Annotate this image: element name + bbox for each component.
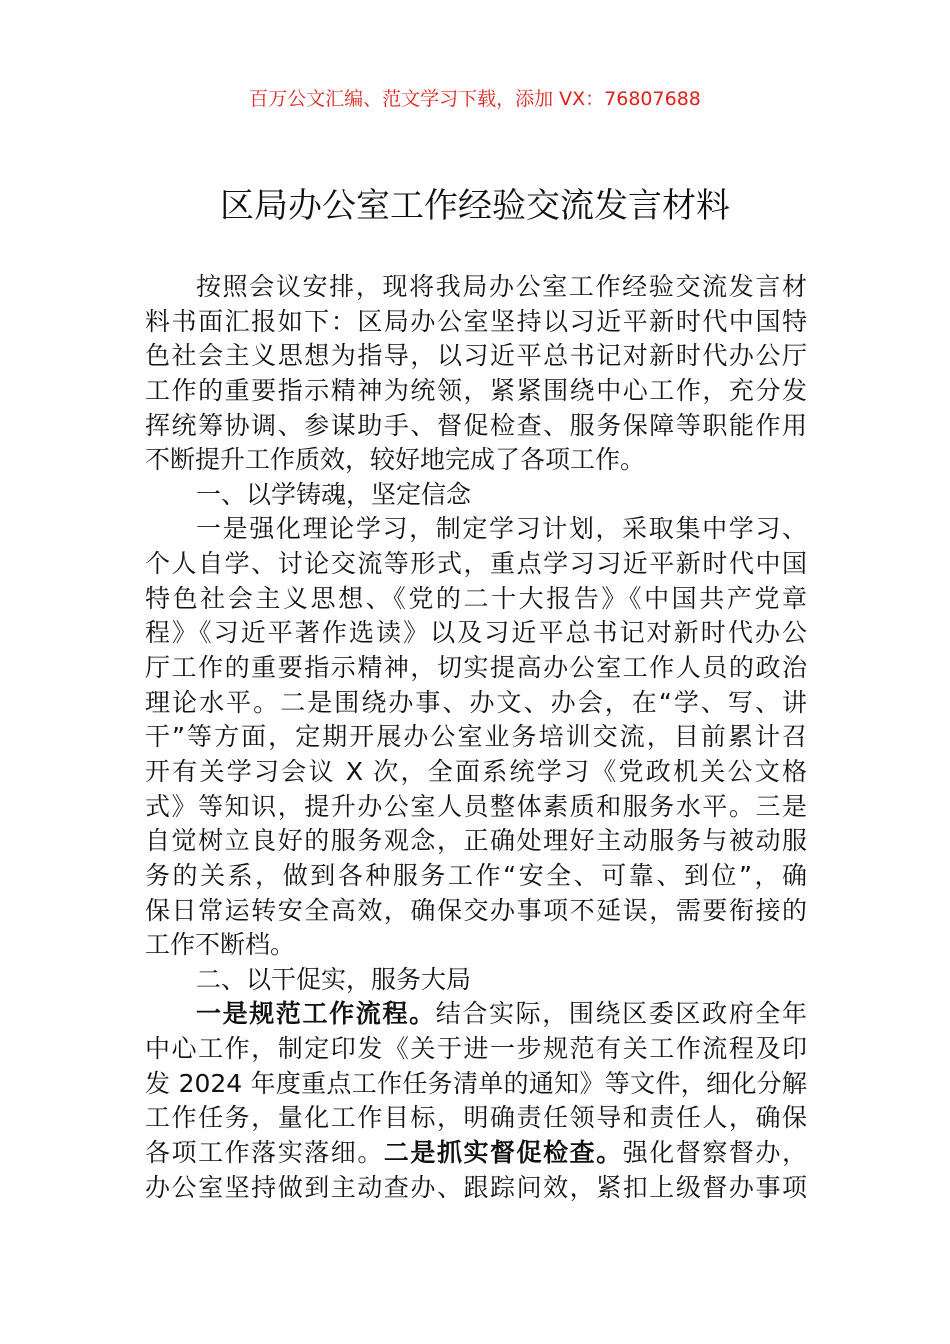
text-segment: 务的关系，做到各种服务工作“安全、可靠、到位”，确: [145, 860, 807, 890]
document-title: 区局办公室工作经验交流发言材料: [220, 186, 730, 226]
text-line: [145, 547, 807, 582]
text-line: [145, 1067, 807, 1102]
text-segment: 工作任务，量化工作目标，明确责任领导和责任人，确保: [145, 1103, 807, 1133]
text-segment: 二、以干促实，服务大局: [196, 964, 472, 994]
text-line: [145, 305, 807, 340]
section-heading: [145, 478, 807, 513]
text-segment: 发 2024 年度重点工作任务清单的通知》等文件，细化分解: [145, 1068, 807, 1098]
text-line: [145, 894, 807, 929]
text-segment: 理论水平。二是围绕办事、办文、办会，在“学、写、讲: [145, 687, 807, 717]
text-segment: 挥统筹协调、参谋助手、督促检查、服务保障等职能作用: [145, 410, 807, 440]
text-line: [145, 1032, 807, 1067]
text-segment: 强化督察督办，: [622, 1138, 807, 1168]
bold-lead-phrase: 二是抓实督促检查。: [383, 1138, 623, 1168]
text-segment: 自觉树立良好的服务观念，正确处理好主动服务与被动服: [145, 826, 807, 856]
text-segment: 办公室坚持做到主动查办、跟踪问效，紧扣上级督办事项: [145, 1172, 807, 1202]
bold-lead-phrase: 一是规范工作流程。: [196, 999, 436, 1029]
text-line: [145, 997, 807, 1032]
text-line: [145, 651, 807, 686]
text-segment: 开有关学习会议 X 次，全面系统学习《党政机关公文格: [145, 756, 807, 786]
text-line: [145, 339, 807, 374]
text-segment: 特色社会主义思想、《党的二十大报告》《中国共产党章: [145, 583, 807, 613]
text-segment: 式》等知识，提升办公室人员整体素质和服务水平。三是: [145, 791, 807, 821]
text-segment: 干”等方面，定期开展办公室业务培训交流，目前累计召: [145, 722, 807, 752]
text-segment: 色社会主义思想为指导，以习近平总书记对新时代办公厅: [145, 341, 807, 371]
text-line: [145, 582, 807, 617]
document-body: [145, 270, 807, 1205]
text-segment: 工作的重要指示精神为统领，紧紧围绕中心工作，充分发: [145, 375, 807, 405]
text-line: [145, 755, 807, 790]
text-segment: 厅工作的重要指示精神，切实提高办公室工作人员的政治: [145, 653, 807, 683]
text-segment: 工作不断档。: [145, 930, 296, 960]
text-line: [145, 824, 807, 859]
text-segment: 各项工作落实落细。: [145, 1138, 384, 1168]
text-line: [145, 859, 807, 894]
text-line: [145, 512, 807, 547]
text-line: [145, 790, 807, 825]
text-segment: 个人自学、讨论交流等形式，重点学习习近平新时代中国: [145, 549, 807, 579]
text-segment: 不断提升工作质效，较好地完成了各项工作。: [145, 445, 646, 475]
text-line: [145, 616, 807, 651]
text-line: [145, 686, 807, 721]
text-line: [145, 443, 807, 478]
text-segment: 结合实际，围绕区委区政府全年: [435, 999, 807, 1029]
text-line: [145, 1101, 807, 1136]
text-line: [145, 270, 807, 305]
text-segment: 按照会议安排，现将我局办公室工作经验交流发言材: [196, 272, 807, 301]
section-heading: [145, 963, 807, 998]
text-segment: 程》《习近平著作选读》以及习近平总书记对新时代办公: [145, 618, 807, 648]
watermark-header: 百万公文汇编、范文学习下载，添加 VX：76807688: [249, 88, 701, 110]
text-line: [145, 1136, 807, 1171]
text-line: [145, 720, 807, 755]
text-line: [145, 1171, 807, 1206]
text-line: [145, 374, 807, 409]
text-segment: 保日常运转安全高效，确保交办事项不延误，需要衔接的: [145, 895, 807, 925]
text-segment: 一是强化理论学习，制定学习计划，采取集中学习、: [196, 514, 807, 544]
text-line: [145, 409, 807, 444]
text-segment: 中心工作，制定印发《关于进一步规范有关工作流程及印: [145, 1034, 807, 1064]
text-segment: 一、以学铸魂，坚定信念: [196, 479, 472, 509]
text-line: [145, 928, 807, 963]
text-segment: 料书面汇报如下：区局办公室坚持以习近平新时代中国特: [145, 306, 807, 336]
